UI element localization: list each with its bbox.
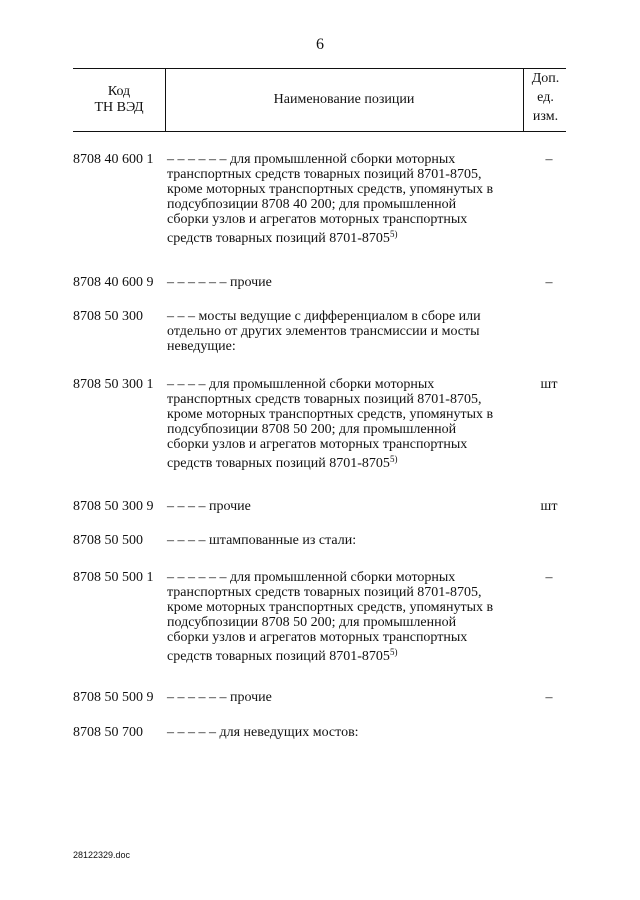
row-name-text: средств товарных позиций 8701-8705 [167,649,390,664]
row-code: 8708 50 500 [73,533,143,548]
header-unit-column [523,69,567,131]
header-unit-line2: ед. [537,90,554,105]
header-code-line1: Код [107,84,131,99]
row-code: 8708 50 300 1 [73,377,154,392]
row-name-line [167,452,523,471]
header-code-column [73,69,166,131]
row-name [167,499,523,514]
document-filename: 28122329.doc [73,850,131,860]
row-code: 8708 50 300 [73,309,143,324]
header-unit-line3: изм. [532,109,559,124]
row-unit: – [545,152,553,167]
row-code: 8708 50 500 9 [73,690,154,705]
row-name-line: – – – – – – прочие [167,690,272,705]
row-name [167,725,523,740]
row-unit: шт [540,499,558,514]
row-name-line: подсубпозиции 8708 50 200; для промышленной [167,422,457,437]
header-unit-line1: Доп. [531,71,560,86]
row-name-line: – – – мосты ведущие с дифференциалом в сборе или [167,309,481,324]
row-name-line: сборки узлов и агрегатов моторных транспортных [167,212,468,227]
row-name-line: подсубпозиции 8708 40 200; для промышленной [167,197,457,212]
row-name [167,309,523,354]
row-name-line: – – – – – – для промышленной сборки моторных [167,570,456,585]
row-name-line: – – – – прочие [167,499,251,514]
row-name-line: транспортных средств товарных позиций 8701-8705, [167,585,482,600]
header-code-line2: ТН ВЭД [94,100,144,115]
row-name [167,690,523,705]
row-code: 8708 40 600 9 [73,275,154,290]
row-name-line [167,227,523,246]
row-code: 8708 50 700 [73,725,143,740]
footnote-marker: 5) [389,229,398,239]
row-name-line: подсубпозиции 8708 50 200; для промышленной [167,615,457,630]
row-name-line: – – – – – – для промышленной сборки моторных [167,152,456,167]
table-header [73,68,566,132]
row-unit: шт [540,377,558,392]
row-name-line: неведущие: [167,339,236,354]
row-name-text: средств товарных позиций 8701-8705 [167,456,390,471]
row-name-line: сборки узлов и агрегатов моторных транспортных [167,437,468,452]
row-name-line [167,645,523,664]
footnote-marker: 5) [389,647,398,657]
row-name [167,533,523,548]
row-name-line: сборки узлов и агрегатов моторных транспортных [167,630,468,645]
row-name-line: кроме моторных транспортных средств, упомянутых в [167,407,494,422]
row-name-line: – – – – штампованные из стали: [167,533,357,548]
footnote-marker: 5) [389,454,398,464]
row-name-line: кроме моторных транспортных средств, упомянутых в [167,600,494,615]
row-name [167,570,523,664]
row-unit: – [545,570,553,585]
row-name [167,152,523,246]
row-name [167,377,523,471]
row-unit: – [545,690,553,705]
row-name [167,275,523,290]
row-code: 8708 50 500 1 [73,570,154,585]
row-code: 8708 50 300 9 [73,499,154,514]
header-name-column: Наименование позиции [273,92,415,107]
row-name-line: – – – – – для неведущих мостов: [167,725,359,740]
row-name-text: средств товарных позиций 8701-8705 [167,231,390,246]
row-name-line: отдельно от других элементов трансмиссии и мосты [167,324,480,339]
row-name-line: – – – – для промышленной сборки моторных [167,377,435,392]
row-name-line: транспортных средств товарных позиций 8701-8705, [167,167,482,182]
row-unit: – [545,275,553,290]
row-code: 8708 40 600 1 [73,152,154,167]
row-name-line: кроме моторных транспортных средств, упомянутых в [167,182,494,197]
page-number: 6 [316,36,324,53]
row-name-line: транспортных средств товарных позиций 8701-8705, [167,392,482,407]
row-name-line: – – – – – – прочие [167,275,272,290]
